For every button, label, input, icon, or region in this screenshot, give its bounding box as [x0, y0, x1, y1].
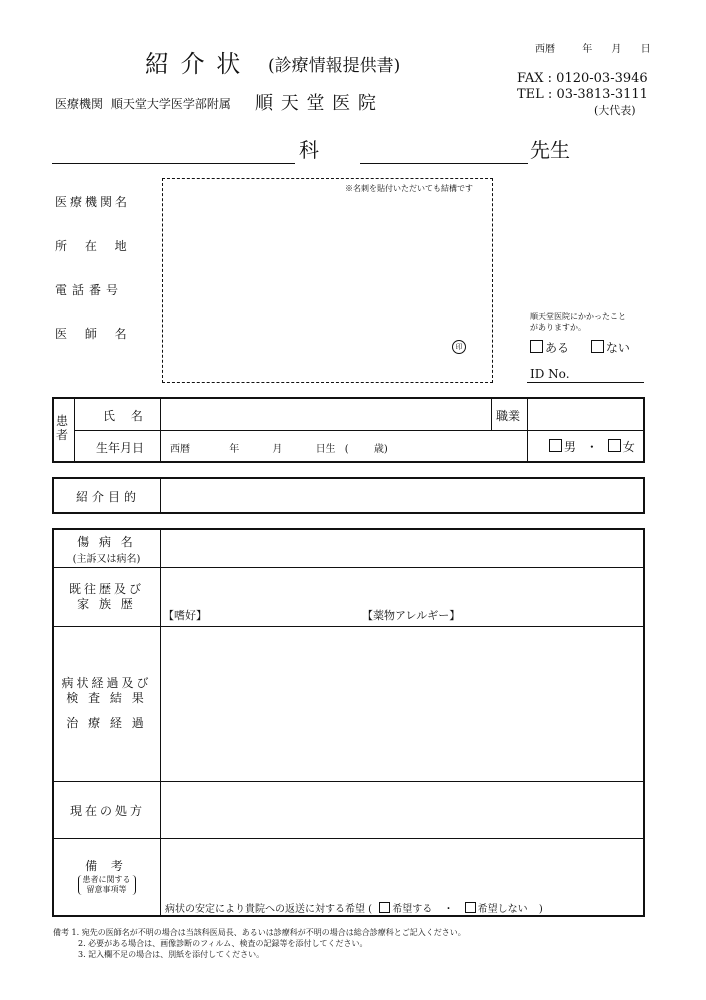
course-label — [53, 676, 160, 731]
field-institution-label: 医療機関名 — [55, 195, 131, 209]
doctor-input-line[interactable] — [360, 163, 528, 164]
age-close: 歳) — [373, 444, 388, 455]
sex-separator: ・ — [585, 440, 598, 454]
document-title: 紹 介 状 — [145, 50, 243, 78]
history-input[interactable] — [162, 569, 642, 605]
remarks-bracket — [78, 875, 136, 895]
divider — [53, 781, 644, 782]
card-note: ※名刺を貼付いただいても結構です — [345, 184, 473, 193]
date-month: 月 — [611, 44, 622, 55]
remarks-label — [53, 857, 160, 896]
date-day: 日 — [640, 44, 651, 55]
dob-day: 日生 — [315, 444, 336, 455]
checkbox-icon — [465, 902, 476, 913]
footer-note-2: 2. 必要がある場合は、画像診断のフィルム、検査の記録等を添付してください。 — [78, 939, 368, 948]
remarks-label-line3: 留意事項等 — [86, 885, 127, 894]
tel-note: (大代表) — [594, 104, 636, 117]
dob-era: 西暦 — [170, 444, 190, 455]
divider — [53, 838, 644, 839]
date-line — [535, 40, 651, 55]
course-input[interactable] — [162, 628, 642, 780]
dob-month: 月 — [272, 444, 283, 455]
sex-male-label: 男 — [564, 440, 577, 454]
history-label-line2: 家 族 歴 — [77, 597, 136, 611]
diagnosis-label-line2: (主訴又は病名) — [72, 554, 141, 565]
dob-line[interactable] — [170, 440, 388, 455]
return-separator: ・ — [443, 904, 454, 915]
divider — [491, 398, 492, 430]
diagnosis-label — [53, 533, 160, 565]
sex-female-label: 女 — [622, 440, 635, 454]
return-request-text: 病状の安定により貴院への返送に対する希望 ( — [165, 904, 373, 915]
id-number-label: ID No. — [530, 367, 570, 381]
document-subtitle: (診療情報提供書) — [268, 56, 401, 76]
course-label-line1: 病状経過及び — [61, 676, 152, 690]
allergy-label: 【薬物アレルギー】 — [362, 609, 461, 622]
purpose-input[interactable] — [162, 480, 642, 512]
dob-year: 年 — [229, 444, 240, 455]
date-era: 西暦 — [535, 44, 555, 55]
purpose-label: 紹介目的 — [76, 490, 141, 504]
department-suffix: 科 — [299, 138, 319, 162]
sex-options — [549, 438, 635, 455]
occupation-label: 職業 — [496, 409, 521, 423]
patient-label-char1: 患 — [56, 414, 69, 428]
date-year: 年 — [582, 44, 593, 55]
tel-number: TEL : 03-3813-3111 — [517, 87, 648, 102]
prescription-label: 現在の処方 — [70, 804, 146, 818]
checkbox-icon — [591, 340, 604, 353]
checkbox-icon — [608, 439, 621, 452]
field-phone-label: 電話番号 — [55, 283, 124, 297]
history-label — [53, 582, 160, 612]
fax-number: FAX : 0120-03-3946 — [517, 71, 648, 86]
visited-question-line2: がありますか。 — [530, 323, 586, 332]
return-no-checkbox[interactable] — [465, 904, 528, 915]
department-input-line[interactable] — [52, 163, 295, 164]
patient-name-input[interactable] — [162, 400, 490, 429]
visited-no-label: ない — [605, 341, 630, 355]
business-card-area[interactable] — [162, 178, 493, 383]
field-doctor-label: 医 師 名 — [55, 327, 134, 341]
diagnosis-label-line1: 傷 病 名 — [77, 535, 136, 549]
sex-female-checkbox[interactable] — [608, 440, 635, 454]
return-no-label: 希望しない — [477, 904, 528, 915]
divider — [160, 478, 161, 513]
patient-label-char2: 者 — [56, 428, 69, 442]
field-address-label: 所 在 地 — [55, 239, 134, 253]
return-close: ) — [538, 904, 543, 915]
remarks-label-line1: 備 考 — [85, 859, 128, 873]
visited-options — [530, 339, 630, 356]
checkbox-icon — [530, 340, 543, 353]
divider — [53, 567, 644, 568]
visited-yes-label: ある — [545, 341, 570, 355]
dob-label: 生年月日 — [96, 441, 145, 455]
footer-note-1: 備考 1. 宛先の医師名が不明の場合は当該科医局長、あるいは診療科が不明の場合は総合診療科とご記入ください。 — [53, 928, 466, 937]
institution-name: 順天堂大学医学部附属 — [110, 97, 231, 111]
course-label-line3: 治 療 経 過 — [66, 716, 147, 730]
divider — [160, 529, 161, 916]
diagnosis-input[interactable] — [162, 531, 642, 566]
return-yes-checkbox[interactable] — [379, 904, 432, 915]
checkbox-icon — [549, 439, 562, 452]
hospital-name: 順 天 堂 医 院 — [255, 93, 377, 114]
history-label-line1: 既往歴及び — [68, 582, 144, 596]
return-yes-label: 希望する — [392, 904, 433, 915]
visited-yes-checkbox[interactable] — [530, 341, 569, 355]
course-label-line2: 検 査 結 果 — [66, 691, 147, 705]
remarks-label-line2: 患者に関する — [82, 875, 131, 884]
divider — [53, 626, 644, 627]
visited-question-line1: 順天堂医院にかかったこと — [530, 312, 626, 321]
footer-note-3: 3. 記入欄不足の場合は、別紙を添付してください。 — [78, 950, 265, 959]
seal-mark: 印 — [452, 340, 466, 354]
id-number-input-line[interactable] — [527, 382, 644, 383]
divider — [74, 430, 643, 431]
habits-label: 【嗜好】 — [163, 609, 207, 622]
doctor-suffix: 先生 — [530, 138, 570, 162]
visited-no-checkbox[interactable] — [591, 341, 630, 355]
patient-name-label: 氏 名 — [103, 409, 149, 423]
age-open: ( — [344, 444, 349, 455]
return-request-line — [165, 900, 543, 915]
institution-label: 医療機関 — [55, 97, 104, 111]
sex-male-checkbox[interactable] — [549, 440, 576, 454]
patient-section-label — [56, 414, 68, 442]
prescription-input[interactable] — [162, 783, 642, 837]
checkbox-icon — [379, 902, 390, 913]
institution-line — [55, 95, 231, 112]
occupation-input[interactable] — [529, 400, 642, 429]
remarks-input[interactable] — [162, 840, 642, 896]
